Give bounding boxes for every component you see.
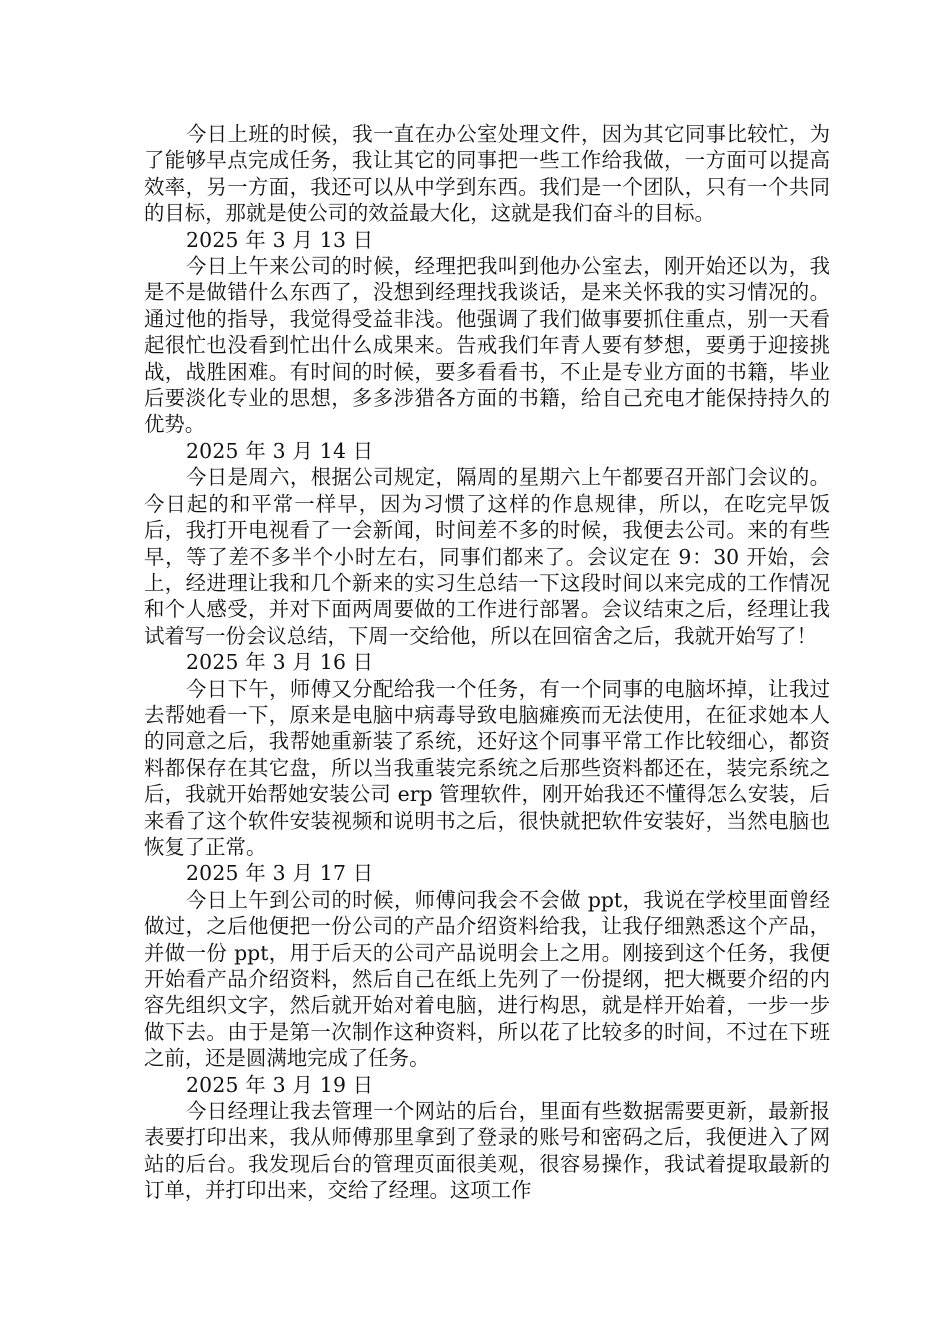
entry-date: 2025 年 3 月 17 日 [186, 861, 374, 886]
entry-paragraph: 今日下午，师傅又分配给我一个任务，有一个同事的电脑坏掉，让我过去帮她看一下，原来是电脑中病毒导致电脑瘫痪而无法使用，在征求她本人的同意之后，我帮她重新装了系统，还好这个同事平常工作比较细心，都资料都保存在其它盘，所以当我重装完系统之后那些资料都还在，装完系统之后，我就开始帮她安装公司 erp 管理软件，刚开始我还不懂得怎么安装，后来看了这个软件安装视频和说明书之后，很快就把软件安装好，当然电脑也恢复了正常。 [144, 676, 830, 859]
entry-paragraph: 今日上午来公司的时候，经理把我叫到他办公室去，刚开始还以为，我是不是做错什么东西了，没想到经理找我谈话，是来关怀我的实习情况的。通过他的指导，我觉得受益非浅。他强调了我们做事要抓住重点，别一天看起很忙也没看到忙出什么成果来。告戒我们年青人要有梦想，要勇于迎接挑战，战胜困难。有时间的时候，要多看看书，不止是专业方面的书籍，毕业后要淡化专业的思想，多多涉猎各方面的书籍，给自己充电才能保持持久的优势。 [144, 254, 830, 437]
entry-paragraph: 今日上午到公司的时候，师傅问我会不会做 ppt，我说在学校里面曾经做过，之后他便把一份公司的产品介绍资料给我，让我仔细熟悉这个产品，并做一份 ppt，用于后天的公司产品说明会上之用。刚接到这个任务，我便开始看产品介绍资料，然后自己在纸上先列了一份提纲，把大概要介绍的内容先组织文字，然后就开始对着电脑，进行构思，就是样开始着，一步一步做下去。由于是第一次制作这种资料，所以花了比较多的时间，不过在下班之前，还是圆满地完成了任务。 [144, 887, 830, 1071]
entry-date: 2025 年 3 月 19 日 [186, 1072, 374, 1097]
entry-paragraph: 今日上班的时候，我一直在办公室处理文件，因为其它同事比较忙，为了能够早点完成任务，我让其它的同事把一些工作给我做，一方面可以提高效率，另一方面，我还可以从中学到东西。我们是一个团队，只有一个共同的目标，那就是使公司的效益最大化，这就是我们奋斗的目标。 [144, 122, 830, 226]
entry-date: 2025 年 3 月 14 日 [186, 438, 374, 463]
entry-date: 2025 年 3 月 13 日 [186, 227, 374, 252]
entry-paragraph: 今日经理让我去管理一个网站的后台，里面有些数据需要更新，最新报表要打印出来，我从师傅那里拿到了登录的账号和密码之后，我便进入了网站的后台。我发现后台的管理页面很美观，很容易操作，我试着提取最新的订单，并打印出来，交给了经理。这项工作 [144, 1099, 830, 1203]
document-page [144, 121, 830, 1204]
entry-date: 2025 年 3 月 16 日 [186, 650, 374, 675]
entry-paragraph: 今日是周六，根据公司规定，隔周的星期六上午都要召开部门会议的。今日起的和平常一样早，因为习惯了这样的作息规律，所以，在吃完早饭后，我打开电视看了一会新闻，时间差不多的时候，我便去公司。来的有些早，等了差不多半个小时左右，同事们都来了。会议定在 9：30 开始，会上，经进理让我和几个新来的实习生总结一下这段时间以来完成的工作情况和个人感受，并对下面两周要做的工作进行部署。会议结束之后，经理让我试着写一份会议总结，下周一交给他，所以在回宿舍之后，我就开始写了！ [144, 465, 830, 648]
